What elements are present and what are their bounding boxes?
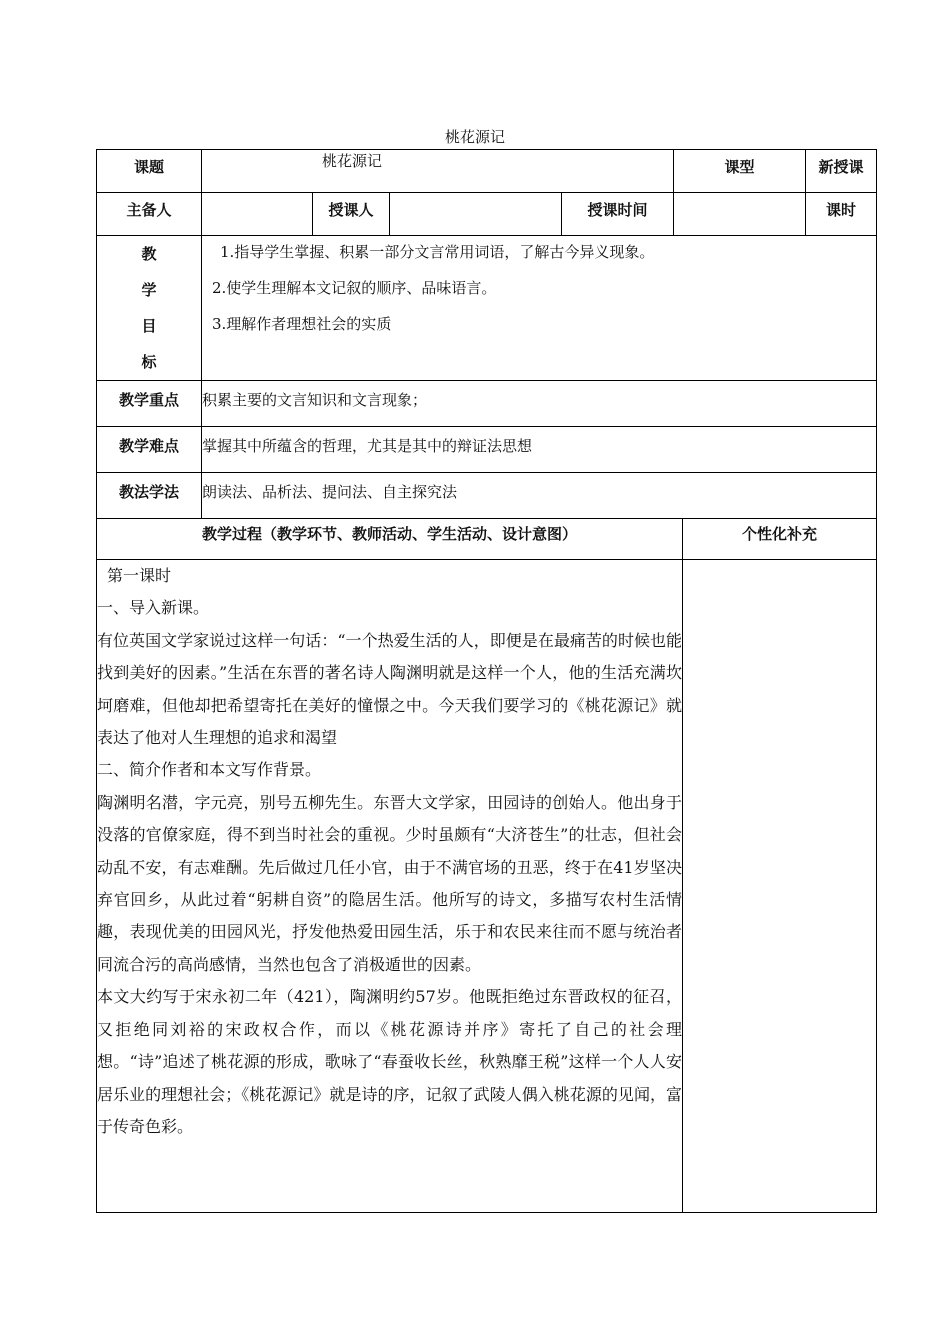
supplement-header: 个性化补充 — [683, 519, 877, 560]
goals-label-char: 学 — [141, 281, 157, 299]
document-title: 桃花源记 — [444, 128, 505, 146]
process-header-row — [97, 519, 877, 560]
process-body-row — [97, 560, 877, 1213]
process-content — [97, 560, 683, 1213]
teacher-value — [390, 193, 562, 236]
goal-item: 2.使学生理解本文记叙的顺序、品味语言。 — [212, 279, 497, 297]
section-heading: 二、简介作者和本文写作背景。 — [97, 760, 322, 780]
supplement-cell — [683, 560, 877, 1213]
lesson-plan-table — [96, 149, 877, 1213]
paragraph: 本文大约写于宋永初二年（421），陶渊明约57岁。他既拒绝过东晋政权的征召，又拒绝同刘裕的宋政权合作，而以《桃花源诗并序》寄托了自己的社会理想。“诗”追述了桃花源的形成，歌咏了“春蚕收长丝，秋熟靡王税”这样一个人人安居乐业的理想社会；《桃花源记》就是诗的序，记叙了武陵人偶入桃花源的见闻，富于传奇色彩。 — [97, 987, 683, 1136]
key-points-row — [97, 381, 877, 427]
goals-list — [202, 236, 877, 381]
goal-item: 1.指导学生掌握、积累一部分文言常用词语，了解古今异义现象。 — [220, 243, 655, 261]
hours-label: 课时 — [806, 193, 877, 236]
goals-row — [97, 236, 877, 381]
goals-label — [97, 236, 202, 381]
time-value — [674, 193, 806, 236]
difficulties-label: 教学难点 — [97, 427, 202, 473]
goal-item: 3.理解作者理想社会的实质 — [212, 315, 392, 333]
topic-label: 课题 — [97, 150, 202, 193]
methods-label: 教法学法 — [97, 473, 202, 519]
paragraph: 陶渊明名潜，字元亮，别号五柳先生。东晋大文学家，田园诗的创始人。他出身于没落的官僚家庭，得不到当时社会的重视。少时虽颇有“大济苍生”的壮志，但社会动乱不安，有志难酬。先后做过几任小官，由于不满官场的丑恶，终于在41岁坚决弃官回乡，从此过着“躬耕自资”的隐居生活。他所写的诗文，多描写农村生活情趣，表现优美的田园风光，抒发他热爱田园生活，乐于和农民来往而不愿与统治者同流合污的高尚感情，当然也包含了消极遁世的因素。 — [97, 792, 683, 974]
methods-value: 朗读法、品析法、提问法、自主探究法 — [202, 473, 877, 519]
header-row-topic — [97, 150, 877, 193]
teacher-label: 授课人 — [313, 193, 390, 236]
type-value: 新授课 — [806, 150, 877, 193]
difficulties-row — [97, 427, 877, 473]
key-points-value: 积累主要的文言知识和文言现象； — [202, 381, 877, 427]
goals-label-char: 标 — [141, 353, 157, 371]
methods-row — [97, 473, 877, 519]
preparer-value — [202, 193, 313, 236]
key-points-label: 教学重点 — [97, 381, 202, 427]
type-label: 课型 — [674, 150, 806, 193]
goals-label-char: 教 — [141, 245, 157, 263]
preparer-label: 主备人 — [97, 193, 202, 236]
difficulties-value: 掌握其中所蕴含的哲理，尤其是其中的辩证法思想 — [202, 427, 877, 473]
header-row-people — [97, 193, 877, 236]
time-label: 授课时间 — [562, 193, 674, 236]
process-header: 教学过程（教学环节、教师活动、学生活动、设计意图） — [97, 519, 683, 560]
topic-value: 桃花源记 — [202, 150, 674, 193]
lesson-number: 第一课时 — [107, 566, 172, 585]
section-heading: 一、导入新课。 — [97, 598, 210, 618]
paragraph: 有位英国文学家说过这样一句话：“一个热爱生活的人，即便是在最痛苦的时候也能找到美好的因素。”生活在东晋的著名诗人陶渊明就是这样一个人，他的生活充满坎坷磨难，但他却把希望寄托在美好的憧憬之中。今天我们要学习的《桃花源记》就表达了他对人生理想的追求和渴望 — [97, 630, 683, 748]
goals-label-char: 目 — [141, 317, 157, 335]
